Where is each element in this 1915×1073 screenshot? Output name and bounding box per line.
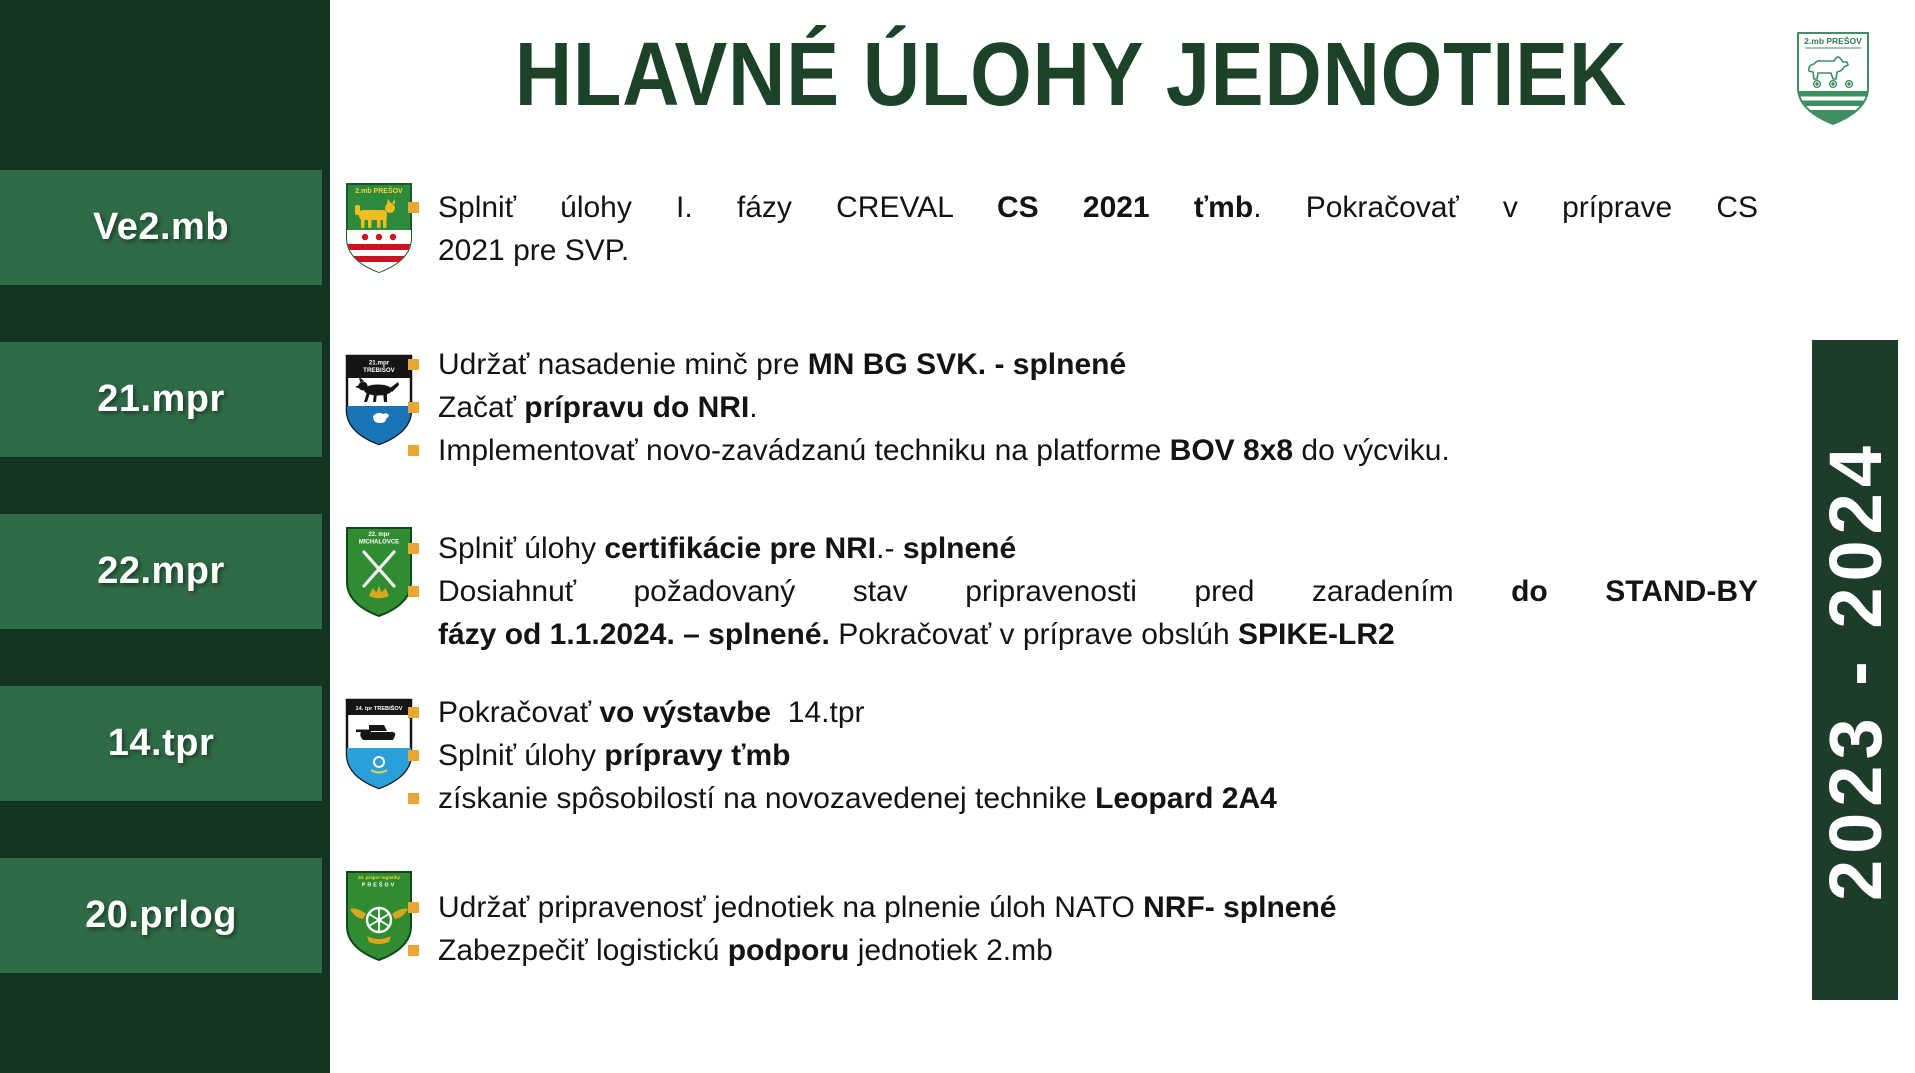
sidebar-unit-ve2mb <box>0 170 322 285</box>
task-text: Udržať nasadenie minč pre MN BG SVK. - splnené <box>438 348 1127 381</box>
20prlog-presov-crest <box>343 868 415 964</box>
task-text: Udržať pripravenosť jednotiek na plnenie úloh NATO NRF- splnené <box>438 891 1337 924</box>
task-text: Implementovať novo-zavádzanú techniku na platforme BOV 8x8 do výcviku. <box>438 434 1450 467</box>
task-text: Pokračovať vo výstavbe 14.tpr <box>438 696 865 729</box>
tasks-21mpr <box>408 343 1758 472</box>
task-item <box>408 186 1758 272</box>
crest-text-line2: PREŠOV <box>361 882 397 889</box>
tasks-20prlog <box>408 886 1758 972</box>
bullet-square-icon <box>408 586 419 597</box>
logo-text: 2.mb PREŠOV <box>1804 36 1862 46</box>
tasks-14tpr <box>408 691 1758 820</box>
crest-text: 14. tpr TREBIŠOV <box>355 706 403 712</box>
bullet-square-icon <box>408 793 419 804</box>
task-item <box>408 691 1758 734</box>
crest-text-line2: MICHALOVCE <box>358 539 400 546</box>
bullet-square-icon <box>408 359 419 370</box>
unit-label: 20.prlog <box>85 894 237 936</box>
sidebar-unit-21mpr <box>0 342 322 457</box>
task-text: Splniť úlohy certifikácie pre NRI.- splnené <box>438 532 1017 565</box>
task-text: Splniť úlohy I. fázy CREVAL CS 2021 ťmb. Pokračovať v príprave CS 2021 pre SVP. <box>438 191 1758 267</box>
task-text: Dosiahnuť požadovaný stav pripravenosti pred zaradením do STAND-BY fázy od 1.1.2024. – splnené. Pokračovať v príprave obslúh SPIKE-LR2 <box>438 575 1758 651</box>
task-item <box>408 429 1758 472</box>
task-item <box>408 527 1758 570</box>
unit-label: 21.mpr <box>97 378 225 420</box>
crest-text-line1: 21.mpr <box>368 359 390 367</box>
bullet-square-icon <box>408 707 419 718</box>
tasks-22mpr <box>408 527 1758 656</box>
bullet-square-icon <box>408 902 419 913</box>
crest-text-line1: 22. mpr <box>368 532 390 538</box>
crest-text: 2.mb PREŠOV <box>355 188 403 195</box>
bullet-square-icon <box>408 945 419 956</box>
year-bar <box>1812 340 1898 1000</box>
sidebar-unit-20prlog <box>0 858 322 973</box>
unit-label: 14.tpr <box>107 722 215 764</box>
task-text: získanie spôsobilostí na novozavedenej technike Leopard 2A4 <box>438 782 1277 815</box>
task-text: Splniť úlohy prípravy ťmb <box>438 739 791 772</box>
bullet-square-icon <box>408 445 419 456</box>
task-item <box>408 734 1758 777</box>
crest-text-line2: TREBIŠOV <box>363 367 395 374</box>
task-text: Začať prípravu do NRI. <box>438 391 758 424</box>
14tpr-trebisov-crest <box>343 696 415 792</box>
22mpr-michalovce-crest <box>343 524 415 620</box>
task-item <box>408 386 1758 429</box>
2mb-presov-logo <box>1793 28 1873 128</box>
unit-label: Ve2.mb <box>92 206 230 248</box>
crest-text-line1: 20. prápor logistiky <box>357 875 401 880</box>
task-item <box>408 886 1758 929</box>
left-sidebar <box>0 0 330 1073</box>
bullet-square-icon <box>408 402 419 413</box>
bullet-square-icon <box>408 202 419 213</box>
task-item <box>408 570 1758 656</box>
unit-label: 22.mpr <box>97 550 225 592</box>
sidebar-unit-22mpr <box>0 514 322 629</box>
tasks-ve2mb <box>408 186 1758 272</box>
task-item <box>408 929 1758 972</box>
page-title: HLAVNÉ ÚLOHY JEDNOTIEK <box>514 25 1628 125</box>
task-text: Zabezpečiť logistickú podporu jednotiek 2.mb <box>438 934 1053 967</box>
2mb-presov-crest <box>343 180 415 276</box>
task-item <box>408 777 1758 820</box>
bullet-square-icon <box>408 543 419 554</box>
21mpr-trebisov-crest <box>343 352 415 448</box>
sidebar-unit-14tpr <box>0 686 322 801</box>
year-badge: 2023 - 2024 <box>1813 439 1897 901</box>
bullet-square-icon <box>408 750 419 761</box>
task-item <box>408 343 1758 386</box>
